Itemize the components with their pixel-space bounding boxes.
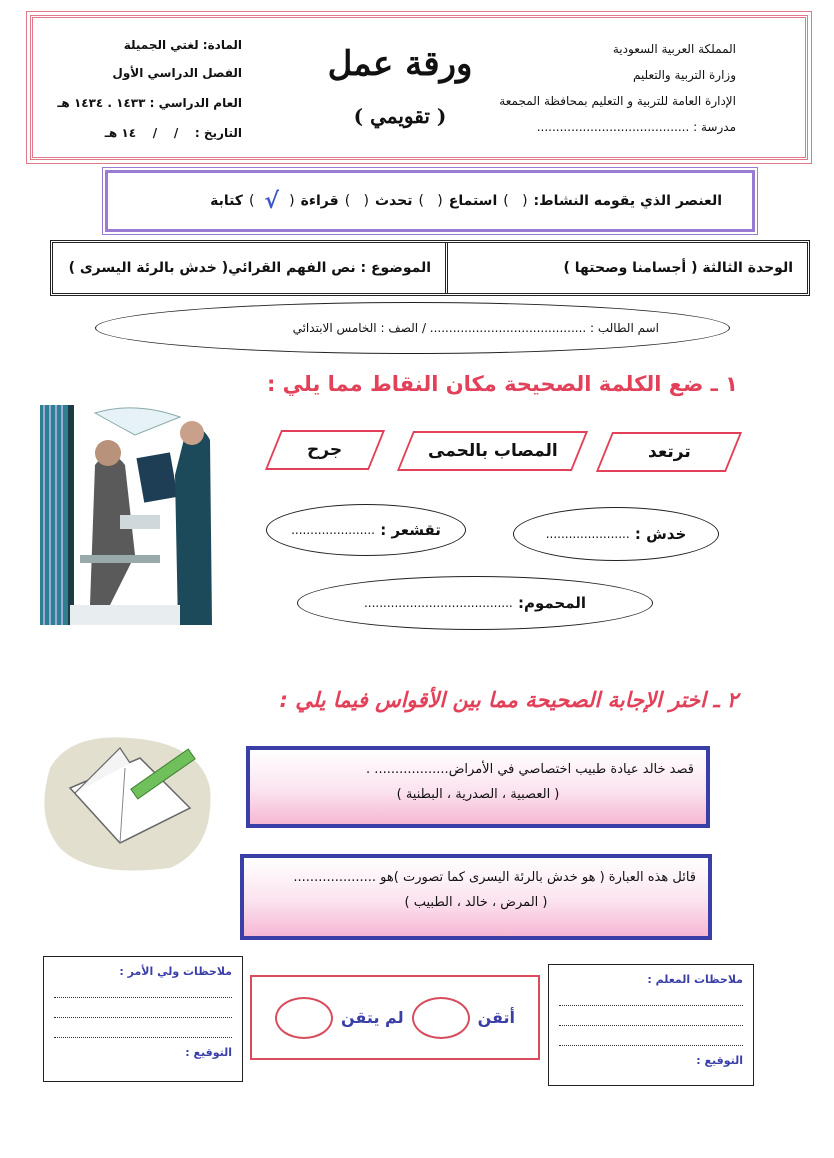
header-school: مدرسة : ........................................ xyxy=(536,120,736,134)
header-subject: المادة: لغتي الجميلة xyxy=(123,38,242,52)
header-date: التاريخ : / / ١٤ هـ xyxy=(104,126,242,140)
word-option-3: جرح xyxy=(265,430,385,470)
parent-notes-line[interactable] xyxy=(54,1018,232,1038)
teacher-notes-box xyxy=(548,964,754,1086)
mastered-label: أتقن xyxy=(477,1008,515,1027)
evaluation-box xyxy=(250,975,540,1060)
blank-taqsha3ir[interactable]: تقشعر : ...................... xyxy=(266,504,466,556)
skill-reading: قراءة xyxy=(300,193,339,209)
teacher-notes-title: ملاحظات المعلم : xyxy=(647,973,743,986)
assessed-skill-box: العنصر الذي يقومه النشاط: ( ) استماع ( ) تحدث ( ) قراءة ( √ ) كتابة xyxy=(105,170,755,232)
unit-topic-bar xyxy=(50,240,810,296)
header-year: العام الدراسي : ١٤٣٣ . ١٤٣٤ هـ xyxy=(57,96,242,110)
teacher-signature-label: التوقيع : xyxy=(696,1054,743,1067)
skill-speaking: تحدث xyxy=(374,193,413,209)
doctor-patient-illustration xyxy=(40,405,220,625)
parent-notes-box xyxy=(43,956,243,1082)
teacher-notes-line[interactable] xyxy=(559,986,743,1006)
mcq-item-2 xyxy=(240,854,712,940)
mcq-question-1: قصد خالد عيادة طبيب اختصاصي في الأمراض.................. . xyxy=(366,762,694,777)
question-1-heading: ١ ـ ضع الكلمة الصحيحة مكان النقاط مما يلي : xyxy=(266,372,738,396)
skill-listening: استماع xyxy=(448,193,498,209)
page-subtitle: ( تقويمي ) xyxy=(353,104,447,128)
teacher-notes-line[interactable] xyxy=(559,1006,743,1026)
open-book-ruler-illustration xyxy=(30,728,215,878)
parent-signature-label: التوقيع : xyxy=(185,1046,232,1059)
skill-writing: كتابة xyxy=(210,193,243,209)
parent-notes-title: ملاحظات ولي الأمر : xyxy=(119,965,232,978)
mcq-options-1[interactable]: ( العصبية ، الصدرية ، البطنية ) xyxy=(396,787,560,802)
blank-khadsh[interactable]: خدش : ...................... xyxy=(513,507,719,561)
student-info-text: اسم الطالب : ......................................... / الصف : الخامس الابتدائي xyxy=(292,321,659,335)
assessed-skill-label: العنصر الذي يقومه النشاط: xyxy=(533,193,722,209)
mastered-circle[interactable] xyxy=(412,997,470,1039)
topic-cell: الموضوع : نص الفهم القرائي( خدش بالرئة اليسرى ) xyxy=(68,260,432,276)
not-mastered-label: لم يتقن xyxy=(341,1008,404,1027)
word-option-2: المصاب بالحمى xyxy=(397,431,588,471)
blank-mahmoum[interactable]: المحموم: ....................................... xyxy=(297,576,653,630)
not-mastered-circle[interactable] xyxy=(275,997,333,1039)
header-ministry: وزارة التربية والتعليم xyxy=(632,68,736,82)
mcq-item-1 xyxy=(246,746,710,828)
parent-notes-line[interactable] xyxy=(54,978,232,998)
teacher-notes-line[interactable] xyxy=(559,1026,743,1046)
header-kingdom: المملكة العربية السعودية xyxy=(612,42,736,56)
unit-cell: الوحدة الثالثة ( أجسامنا وصحتها ) xyxy=(445,243,807,293)
question-2-heading: ٢ ـ اختر الإجابة الصحيحة مما بين الأقواس فيما يلي : xyxy=(279,688,738,712)
header-semester: الفصل الدراسي الأول xyxy=(112,66,242,80)
parent-notes-line[interactable] xyxy=(54,998,232,1018)
mcq-options-2[interactable]: ( المرض ، خالد ، الطبيب ) xyxy=(404,895,548,910)
page-title: ورقة عمل xyxy=(327,44,473,84)
header-administration: الإدارة العامة للتربية و التعليم بمحافظة المجمعة xyxy=(499,94,736,108)
word-option-1: ترتعد xyxy=(596,432,742,472)
check-mark-icon: √ xyxy=(264,188,280,214)
student-info-oval xyxy=(95,302,730,354)
mcq-question-2: قائل هذه العبارة ( هو خدش بالرئة اليسرى كما تصورت )هو .................... xyxy=(293,870,696,885)
